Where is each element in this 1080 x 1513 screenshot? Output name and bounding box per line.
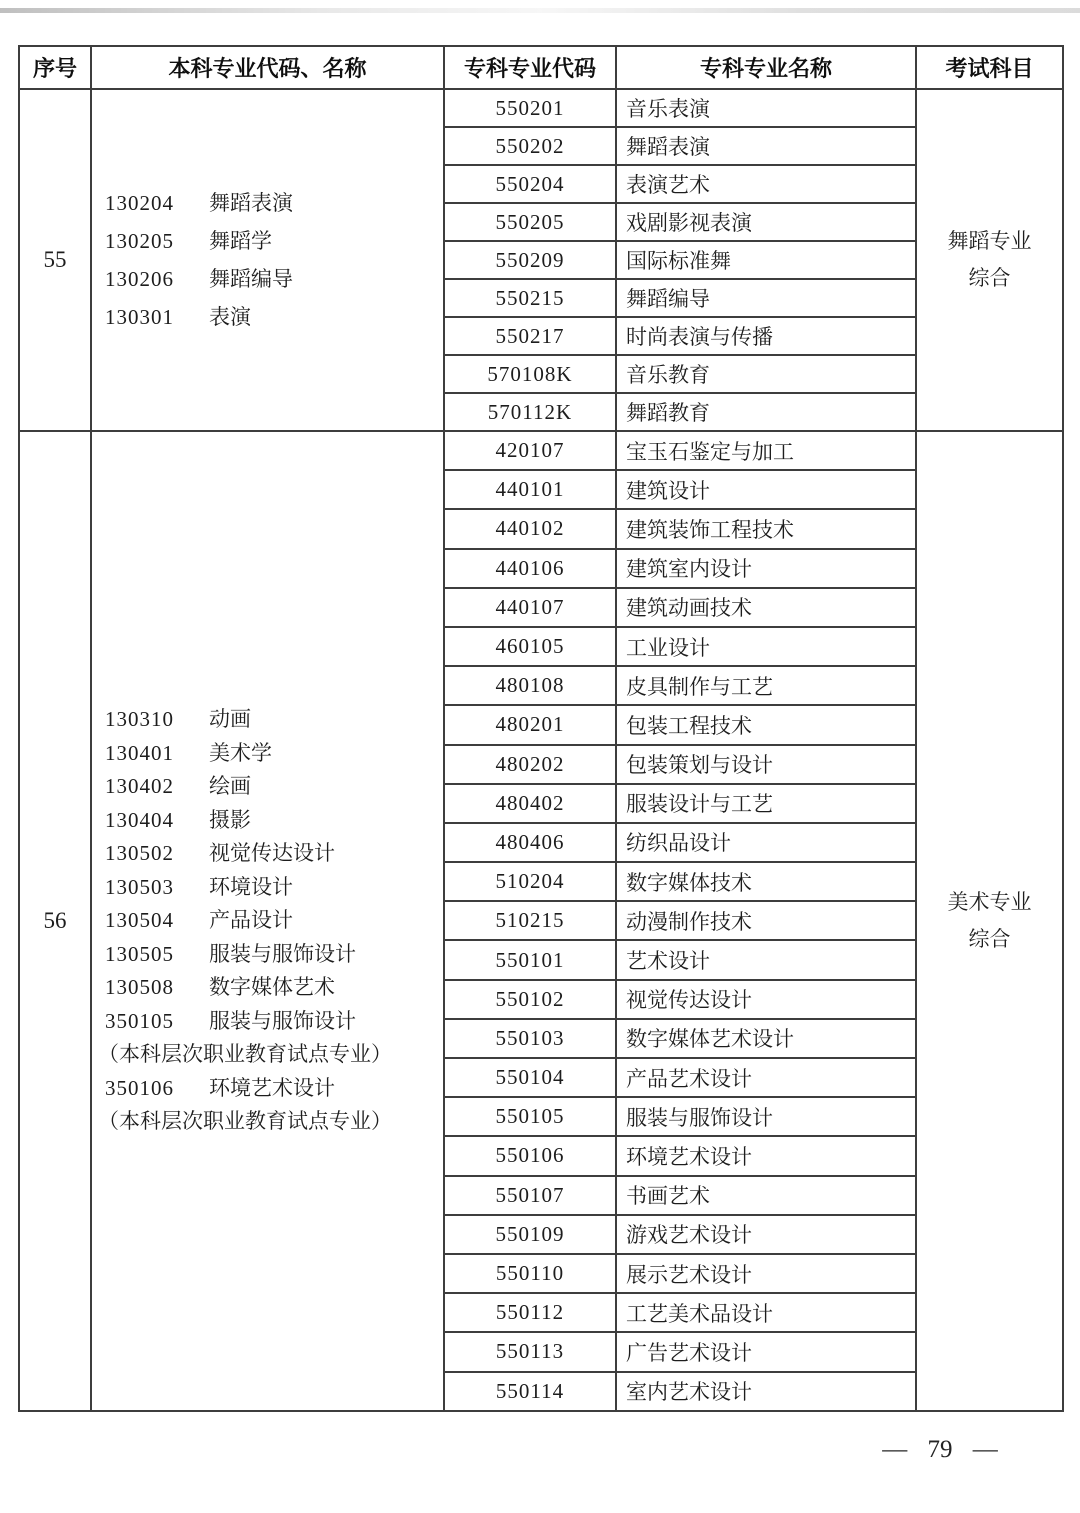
college-major-code-cell: 440106 (444, 549, 616, 588)
college-major-code-cell: 550205 (444, 203, 616, 241)
college-major-code-cell: 550217 (444, 317, 616, 355)
undergrad-major-name: 数字媒体艺术 (209, 975, 335, 1000)
college-major-code-cell: 480402 (444, 784, 616, 823)
undergrad-major-line (105, 222, 441, 260)
page-number: — 79 — (882, 1436, 998, 1463)
college-major-name-cell: 舞蹈编导 (616, 279, 916, 317)
table-row (19, 89, 1063, 127)
undergrad-majors-cell (91, 89, 444, 431)
college-major-name-cell: 舞蹈表演 (616, 127, 916, 165)
college-major-name-cell: 建筑室内设计 (616, 549, 916, 588)
undergrad-major-code: 130404 (105, 807, 174, 832)
undergrad-major-name: 产品设计 (209, 908, 293, 933)
undergrad-major-line (105, 971, 441, 1005)
undergrad-major-code: 130504 (105, 908, 174, 933)
college-major-code-cell: 550215 (444, 279, 616, 317)
exam-subject-line: 综合 (968, 926, 1011, 951)
college-major-code-cell: 460105 (444, 627, 616, 666)
undergrad-major-name: 服装与服饰设计 (209, 941, 356, 966)
undergrad-major-code: 130401 (105, 740, 174, 765)
undergrad-major-line (105, 904, 441, 938)
undergrad-major-code: 130505 (105, 941, 174, 966)
college-major-code-cell: 550105 (444, 1097, 616, 1136)
college-major-code-cell: 550109 (444, 1215, 616, 1254)
undergrad-major-line (105, 260, 441, 298)
college-major-code-cell: 550104 (444, 1058, 616, 1097)
undergrad-major-name: 动画 (209, 707, 251, 732)
college-major-code-cell: 480406 (444, 823, 616, 862)
undergrad-major-line (105, 837, 441, 871)
exam-subject-line: 综合 (968, 266, 1011, 290)
undergrad-major-name: 视觉传达设计 (209, 841, 335, 866)
college-major-name-cell: 艺术设计 (616, 940, 916, 979)
college-major-name-cell: 建筑装饰工程技术 (616, 509, 916, 548)
undergrad-major-line (105, 298, 441, 336)
college-major-code-cell: 570112K (444, 393, 616, 431)
college-major-name-cell: 纺织品设计 (616, 823, 916, 862)
undergrad-major-name: 舞蹈编导 (209, 267, 293, 291)
college-major-code-cell: 550103 (444, 1019, 616, 1058)
college-major-code-cell: 550201 (444, 89, 616, 127)
college-major-name-cell: 视觉传达设计 (616, 980, 916, 1019)
undergrad-major-name: 舞蹈学 (209, 229, 272, 253)
exam-subject-line: 舞蹈专业 (947, 229, 1032, 253)
column-header-1: 本科专业代码、名称 (91, 46, 444, 89)
college-major-code-cell: 440102 (444, 509, 616, 548)
undergrad-major-code: 130204 (105, 191, 174, 215)
undergrad-major-line (105, 770, 441, 804)
college-major-name-cell: 国际标准舞 (616, 241, 916, 279)
undergrad-major-code: 130206 (105, 267, 174, 291)
college-major-name-cell: 服装设计与工艺 (616, 784, 916, 823)
undergrad-major-name: 摄影 (209, 807, 251, 832)
college-major-code-cell: 550114 (444, 1372, 616, 1411)
row-number-cell: 56 (19, 431, 91, 1411)
undergrad-major-code: 130310 (105, 707, 174, 732)
college-major-name-cell: 工业设计 (616, 627, 916, 666)
column-header-0: 序号 (19, 46, 91, 89)
undergrad-major-name: 美术学 (209, 740, 272, 765)
college-major-code-cell: 480108 (444, 666, 616, 705)
college-major-name-cell: 音乐表演 (616, 89, 916, 127)
college-major-name-cell: 产品艺术设计 (616, 1058, 916, 1097)
undergrad-major-line (105, 871, 441, 905)
undergrad-major-line (105, 804, 441, 838)
college-major-code-cell: 510215 (444, 901, 616, 940)
column-header-4: 考试科目 (916, 46, 1063, 89)
college-major-name-cell: 建筑动画技术 (616, 588, 916, 627)
exam-subject-line: 美术专业 (947, 889, 1032, 914)
undergrad-major-code: 130301 (105, 305, 174, 329)
undergrad-major-line (105, 737, 441, 771)
undergrad-major-name: 表演 (209, 305, 251, 329)
college-major-code-cell: 440107 (444, 588, 616, 627)
college-major-name-cell: 包装工程技术 (616, 705, 916, 744)
college-major-name-cell: 服装与服饰设计 (616, 1097, 916, 1136)
undergrad-major-name: 服装与服饰设计 (209, 1008, 356, 1033)
college-major-name-cell: 数字媒体技术 (616, 862, 916, 901)
majors-codes-table (18, 45, 1064, 1412)
college-major-code-cell: 550113 (444, 1332, 616, 1371)
college-major-name-cell: 展示艺术设计 (616, 1254, 916, 1293)
college-major-name-cell: 建筑设计 (616, 470, 916, 509)
college-major-code-cell: 550204 (444, 165, 616, 203)
college-major-code-cell: 550112 (444, 1293, 616, 1332)
college-major-name-cell: 动漫制作技术 (616, 901, 916, 940)
college-major-code-cell: 550209 (444, 241, 616, 279)
college-major-code-cell: 550202 (444, 127, 616, 165)
college-major-name-cell: 广告艺术设计 (616, 1332, 916, 1371)
undergrad-major-name: 舞蹈表演 (209, 191, 293, 215)
college-major-name-cell: 工艺美术品设计 (616, 1293, 916, 1332)
college-major-name-cell: 室内艺术设计 (616, 1372, 916, 1411)
college-major-code-cell: 550107 (444, 1176, 616, 1215)
undergrad-major-code: 130205 (105, 229, 174, 253)
exam-subject-cell (916, 89, 1063, 431)
college-major-name-cell: 戏剧影视表演 (616, 203, 916, 241)
college-major-name-cell: 皮具制作与工艺 (616, 666, 916, 705)
college-major-name-cell: 包装策划与设计 (616, 745, 916, 784)
undergrad-major-line (105, 1005, 441, 1039)
college-major-code-cell: 510204 (444, 862, 616, 901)
scan-artifact-streak (0, 8, 1080, 13)
undergrad-major-code: 130502 (105, 841, 174, 866)
college-major-name-cell: 时尚表演与传播 (616, 317, 916, 355)
undergrad-major-name: 环境艺术设计 (209, 1075, 335, 1100)
college-major-code-cell: 570108K (444, 355, 616, 393)
college-major-code-cell: 440101 (444, 470, 616, 509)
college-major-name-cell: 宝玉石鉴定与加工 (616, 431, 916, 470)
undergrad-major-line (105, 703, 441, 737)
undergrad-major-code: 350105 (105, 1008, 174, 1033)
undergrad-major-line (105, 1072, 441, 1106)
table-header-row (19, 46, 1063, 89)
undergrad-majors-cell (91, 431, 444, 1411)
college-major-code-cell: 550106 (444, 1136, 616, 1175)
undergrad-major-name: 环境设计 (209, 874, 293, 899)
college-major-name-cell: 环境艺术设计 (616, 1136, 916, 1175)
college-major-code-cell: 480201 (444, 705, 616, 744)
exam-subject-cell (916, 431, 1063, 1411)
undergrad-major-line (105, 938, 441, 972)
college-major-code-cell: 550110 (444, 1254, 616, 1293)
college-major-name-cell: 表演艺术 (616, 165, 916, 203)
undergrad-major-code: 130402 (105, 774, 174, 799)
undergrad-major-note: （本科层次职业教育试点专业） (98, 1109, 392, 1134)
undergrad-major-code: 350106 (105, 1075, 174, 1100)
undergrad-major-note: （本科层次职业教育试点专业） (98, 1042, 392, 1067)
undergrad-major-line (105, 184, 441, 222)
college-major-code-cell: 550102 (444, 980, 616, 1019)
undergrad-major-code: 130508 (105, 975, 174, 1000)
column-header-2: 专科专业代码 (444, 46, 616, 89)
column-header-3: 专科专业名称 (616, 46, 916, 89)
undergrad-major-name: 绘画 (209, 774, 251, 799)
college-major-code-cell: 550101 (444, 940, 616, 979)
undergrad-major-code: 130503 (105, 874, 174, 899)
college-major-code-cell: 480202 (444, 745, 616, 784)
college-major-code-cell: 420107 (444, 431, 616, 470)
row-number-cell: 55 (19, 89, 91, 431)
college-major-name-cell: 舞蹈教育 (616, 393, 916, 431)
college-major-name-cell: 书画艺术 (616, 1176, 916, 1215)
table-row (19, 431, 1063, 470)
college-major-name-cell: 游戏艺术设计 (616, 1215, 916, 1254)
college-major-name-cell: 数字媒体艺术设计 (616, 1019, 916, 1058)
college-major-name-cell: 音乐教育 (616, 355, 916, 393)
